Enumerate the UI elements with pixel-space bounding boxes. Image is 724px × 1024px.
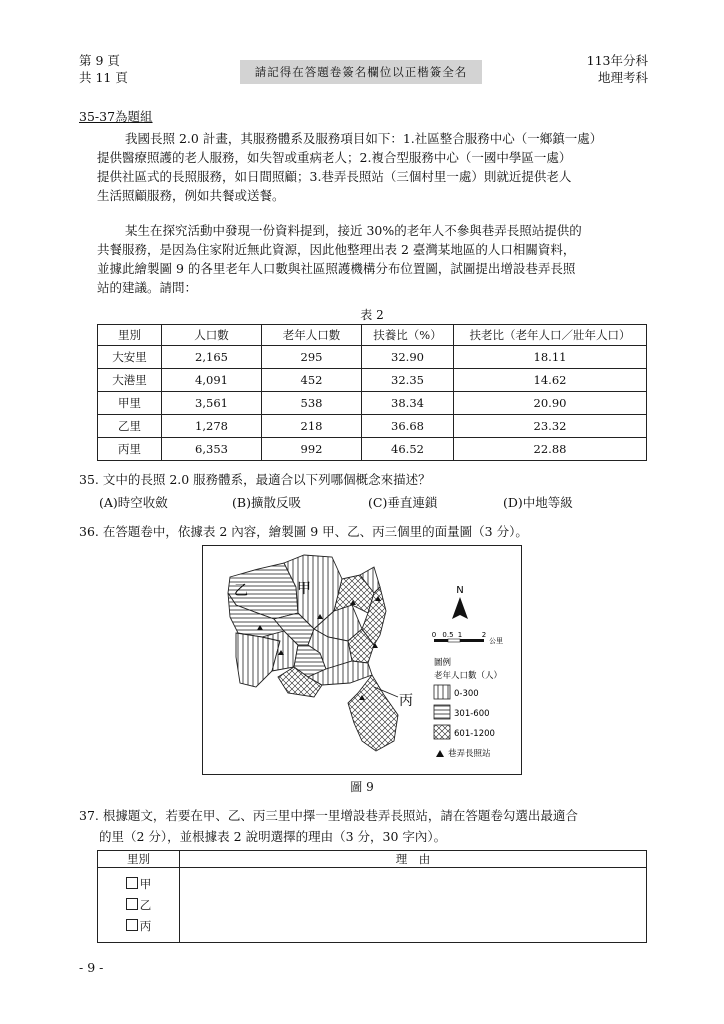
paragraph-line: 生活照顧服務，例如共餐或送餐。 [97,188,285,203]
figure9-caption: 圖 9 [350,780,374,794]
table-cell: 1,278 [162,415,262,438]
legend-station-label: 巷弄長照站 [448,749,491,759]
table-cell: 36.68 [362,415,454,438]
q37-option-label: 甲 [139,876,152,891]
table-cell: 20.90 [454,392,647,415]
legend-swatch [434,725,450,739]
table-cell: 38.34 [362,392,454,415]
paragraph-1 [97,129,657,205]
table-cell: 23.32 [454,415,647,438]
q35-option-d: (D)中地等級 [503,495,573,510]
page-number-label: 第 9 頁 [79,53,120,68]
table2-title: 表 2 [360,308,384,322]
paragraph-line: 並據此繪製圖 9 的各里老年人口數與社區照護機構分布位置圖，試圖提出增設巷弄長照 [97,261,576,276]
paragraph-2 [97,221,657,297]
scale-tick-label: 1 [457,631,463,639]
q37-option-bing[interactable] [98,916,179,937]
table-cell: 2,165 [162,346,262,369]
table-cell: 32.90 [362,346,454,369]
q37-option-yi[interactable] [98,895,179,916]
q36-stem: 36. 在答題卷中，依據表 2 內容，繪製圖 9 甲、乙、丙三個里的面量圖（3 分）。 [79,524,528,539]
q35-option-c: (C)垂直連鎖 [368,495,438,510]
signature-banner: 請記得在答題卷簽名欄位以正楷簽全名 [240,60,482,84]
paragraph-line: 站的建議。請問： [97,280,198,295]
table-cell: 3,561 [162,392,262,415]
q37-option-label: 乙 [139,897,152,912]
paragraph-line: 我國長照 2.0 計畫，其服務體系及服務項目如下：1.社區整合服務中心（一鄉鎮一處） [125,131,603,146]
checkbox[interactable] [126,898,138,910]
legend-swatch [434,685,450,699]
table2-header: 里別 [98,325,162,346]
q37-answer-table [97,850,647,943]
table-cell: 甲里 [98,392,162,415]
north-label: N [456,585,464,596]
scale-segment [448,639,460,642]
label-bing: 丙 [399,693,413,709]
checkbox[interactable] [126,877,138,889]
scale-segment [460,639,484,642]
group-title: 35-37為題組 [79,109,153,124]
table2-header: 扶養比（%） [362,325,454,346]
table-cell: 22.88 [454,438,647,461]
table-row [98,369,647,392]
q35-option-a: (A)時空收斂 [99,495,168,510]
scale-segment [434,639,448,642]
q37-reason-cell[interactable] [180,868,647,943]
legend-item: 0-300 [454,689,479,699]
q37-header-row [98,851,647,868]
scale-tick-label: 0 [431,631,437,639]
paragraph-line: 某生在探究活動中發現一份資料提到，接近 30%的老年人不參與巷弄長照站提供的 [125,223,582,238]
q37-options-cell [98,868,180,943]
figure-9-map [202,545,522,775]
checkbox[interactable] [126,919,138,931]
table-cell: 46.52 [362,438,454,461]
table-cell: 丙里 [98,438,162,461]
q37-stem-line1: 37. 根據題文，若要在甲、乙、丙三里中擇一里增設巷弄長照站，請在答題卷勾選出最適合 [79,808,578,823]
table-row [98,392,647,415]
q35-option-b: (B)擴散反吸 [232,495,301,510]
table-cell: 452 [262,369,362,392]
q37-option-jia[interactable] [98,874,179,895]
table-cell: 538 [262,392,362,415]
legend-swatch [434,705,450,719]
subject-label: 地理考科 [597,70,648,85]
table-row [98,438,647,461]
table-cell: 乙里 [98,415,162,438]
table2-header: 人口數 [162,325,262,346]
total-pages-label: 共 11 頁 [79,70,128,85]
table-cell: 218 [262,415,362,438]
table-2 [97,324,647,461]
label-jia: 甲 [297,581,311,597]
q35-stem: 35. 文中的長照 2.0 服務體系，最適合以下列哪個概念來描述？ [79,472,431,487]
table2-header: 老年人口數 [262,325,362,346]
q37-answer-row [98,868,647,943]
legend-subtitle: 老年人口數（人） [434,671,503,681]
table-cell: 295 [262,346,362,369]
scale-unit: 公里 [489,637,503,645]
table-row [98,346,647,369]
table-cell: 992 [262,438,362,461]
legend-item: 601-1200 [454,729,495,739]
scale-tick-label: 2 [481,631,487,639]
label-yi: 乙 [234,583,248,599]
footer-page-number: - 9 - [79,960,104,975]
table-cell: 大港里 [98,369,162,392]
table-cell: 6,353 [162,438,262,461]
q37-header: 理 由 [180,851,647,868]
table-cell: 14.62 [454,369,647,392]
table-row [98,415,647,438]
table2-header-row [98,325,647,346]
q37-option-label: 丙 [139,918,152,933]
q37-stem-line2: 的里（2 分），並根據表 2 說明選擇的理由（3 分，30 字內）。 [99,829,447,844]
table-cell: 32.35 [362,369,454,392]
paragraph-line: 共餐服務，是因為住家附近無此資源，因此他整理出表 2 臺灣某地區的人口相關資料， [97,242,576,257]
q37-header: 里別 [98,851,180,868]
table-cell: 18.11 [454,346,647,369]
legend-item: 301-600 [454,709,490,719]
paragraph-line: 提供社區式的長照服務，如日間照顧；3.巷弄長照站（三個村里一處）則就近提供老人 [97,169,572,184]
legend-title: 圖例 [434,658,452,668]
scale-tick-label: 0.5 [442,631,454,639]
table-cell: 4,091 [162,369,262,392]
table2-header: 扶老比（老年人口／壯年人口） [454,325,647,346]
table-cell: 大安里 [98,346,162,369]
paragraph-line: 提供醫療照護的老人服務，如失智或重病老人；2.複合型服務中心（一國中學區一處） [97,150,572,165]
exam-label: 113年分科 [586,53,648,68]
